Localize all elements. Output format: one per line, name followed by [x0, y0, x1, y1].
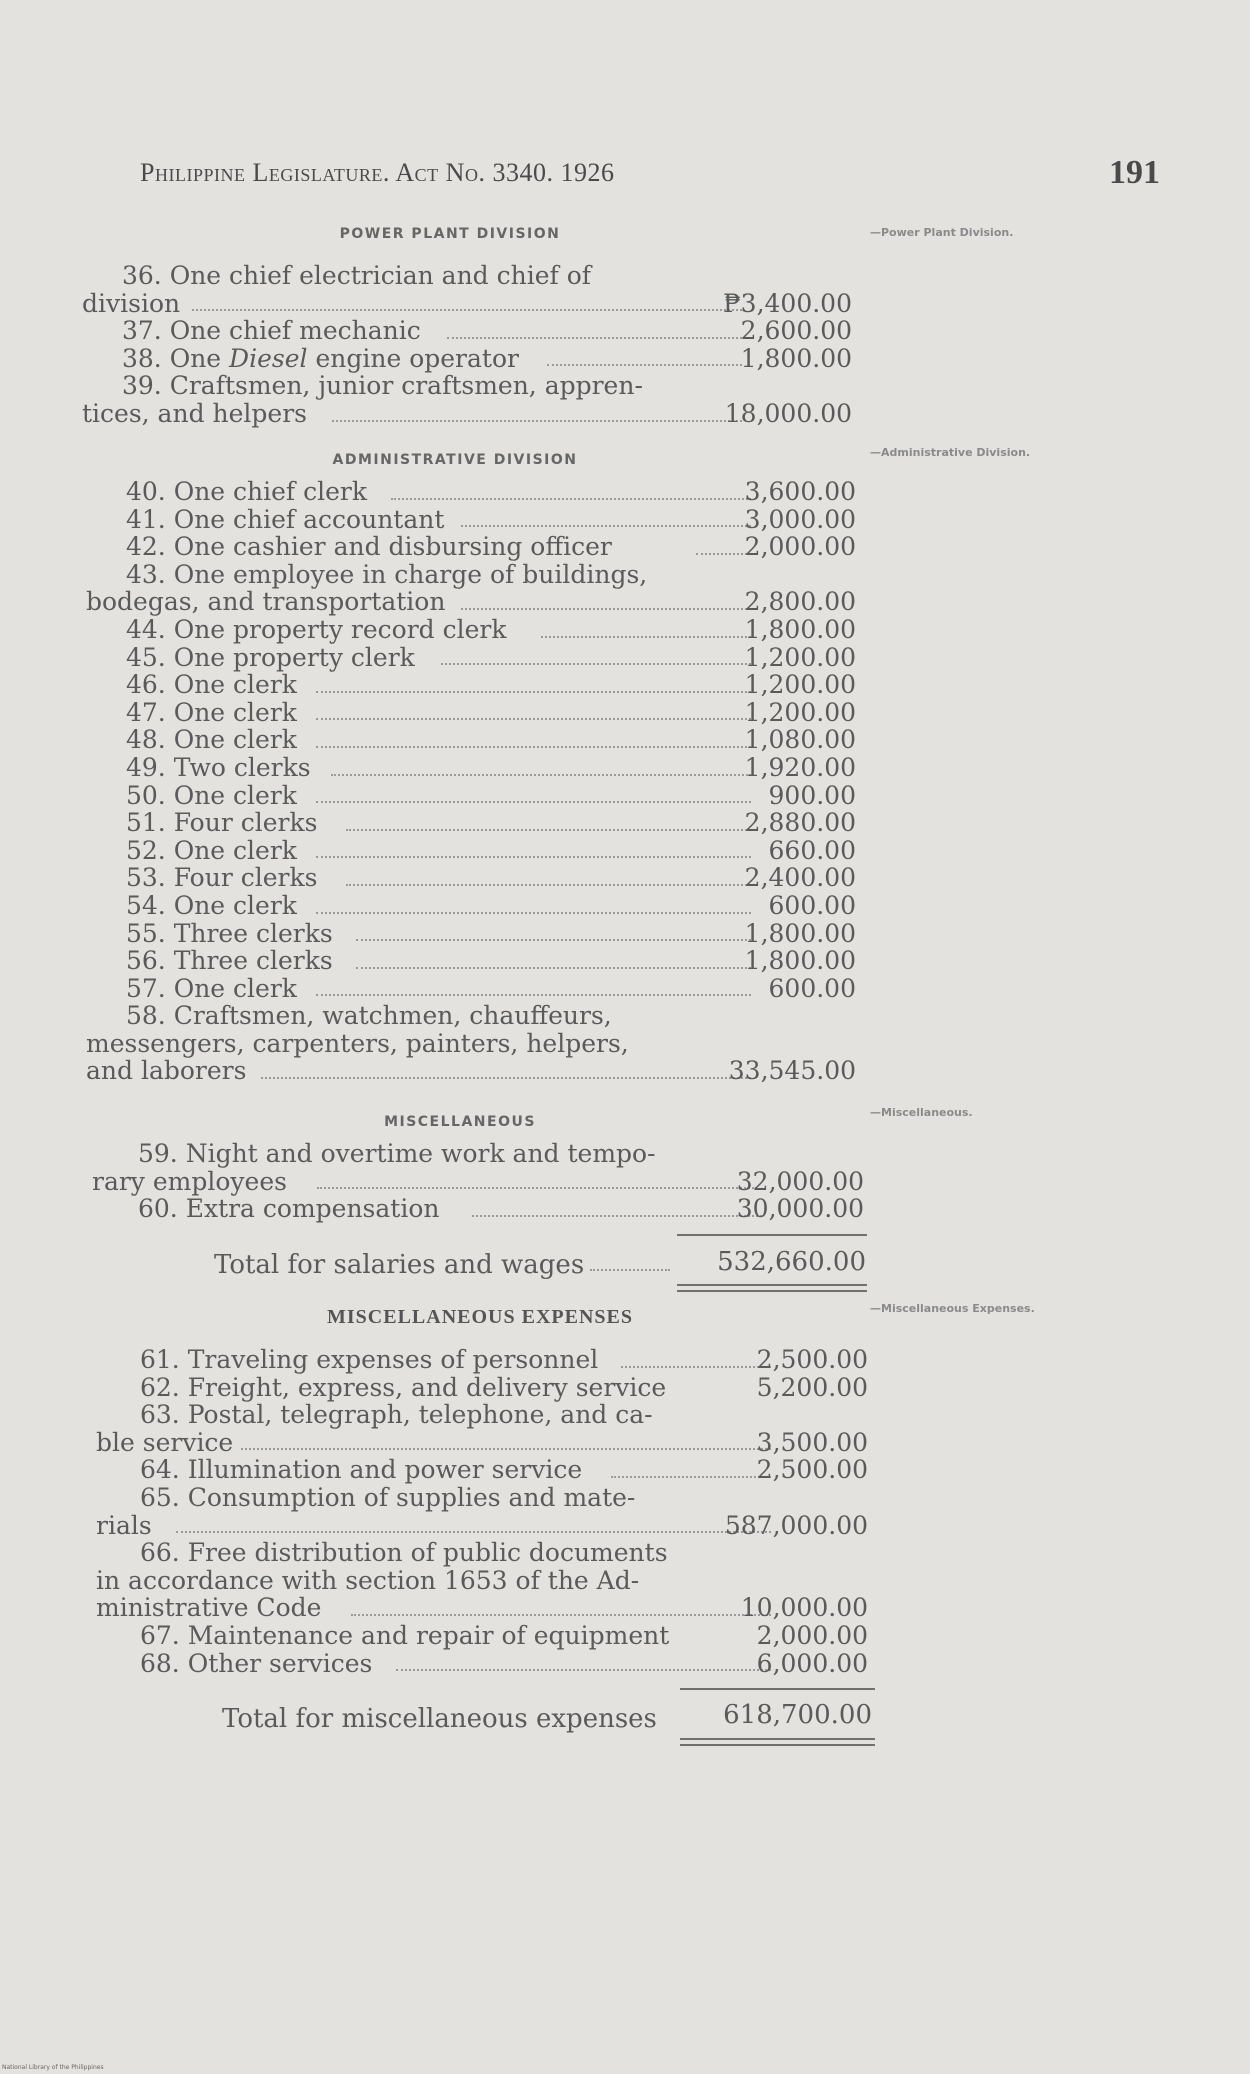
line-item: [82, 317, 862, 345]
line-item-text: rary employees: [92, 1166, 287, 1196]
line-item-text: bodegas, and transportation: [86, 587, 446, 617]
total-double-rule: [680, 1738, 875, 1746]
line-item: [92, 1168, 872, 1196]
line-item-text: 58. Craftsmen, watchmen, chauffeurs,: [126, 1001, 612, 1031]
line-item: [86, 506, 866, 534]
leader-dots: [316, 801, 751, 803]
leader-dots: [351, 1614, 771, 1616]
margin-note-misc-expenses: —Miscellaneous Expenses.: [870, 1302, 1035, 1315]
line-item-amount: 1,800.00: [744, 614, 856, 644]
line-item-amount: 1,800.00: [740, 343, 852, 373]
line-item-text: 46. One clerk: [126, 670, 297, 700]
line-item-text: 64. Illumination and power service: [140, 1455, 583, 1485]
leader-dots: [447, 337, 742, 339]
line-item-amount: 2,800.00: [744, 587, 856, 617]
page-header: [140, 154, 1160, 198]
line-item-amount: 1,200.00: [744, 697, 856, 727]
subtotal-rule: [680, 1688, 875, 1690]
line-item: [92, 1140, 872, 1168]
leader-dots: [396, 1669, 771, 1671]
line-item: [86, 533, 866, 561]
line-item: [86, 726, 866, 754]
leader-dots: [192, 309, 742, 311]
line-item-text: messengers, carpenters, painters, helpers,: [86, 1028, 629, 1058]
line-item-amount: 900.00: [768, 780, 856, 810]
line-item: [92, 1195, 872, 1223]
leader-dots: [331, 774, 751, 776]
line-item-amount: 1,200.00: [744, 670, 856, 700]
line-item-text: 41. One chief accountant: [126, 504, 445, 534]
line-item-amount: 2,400.00: [744, 863, 856, 893]
total-misc-expenses-amount: 618,700.00: [723, 1700, 872, 1730]
line-item: [82, 262, 862, 290]
line-item-amount: 1,200.00: [744, 642, 856, 672]
scan-credit: National Library of the Philippines: [2, 2064, 104, 2071]
line-item: [82, 372, 862, 400]
line-item-amount: 600.00: [768, 890, 856, 920]
section-title-miscellaneous: MISCELLANEOUS: [384, 1114, 536, 1130]
line-item: [86, 809, 866, 837]
leader-dots: [346, 829, 751, 831]
line-item-text: 66. Free distribution of public documents: [140, 1538, 668, 1568]
line-item: [86, 588, 866, 616]
line-item-amount: 18,000.00: [724, 398, 852, 428]
line-item-text: 37. One chief mechanic: [122, 316, 421, 346]
line-item-amount: 1,920.00: [744, 752, 856, 782]
subtotal-rule: [677, 1234, 867, 1236]
line-item: [86, 1057, 866, 1085]
line-item-text: 43. One employee in charge of buildings,: [126, 559, 648, 589]
line-item-amount: 5,200.00: [756, 1372, 868, 1402]
line-item-text: 55. Three clerks: [126, 918, 333, 948]
leader-dots: [316, 718, 751, 720]
leader-dots: [316, 912, 751, 914]
page-number: 191: [1109, 154, 1160, 191]
line-item-text: 36. One chief electrician and chief of: [122, 261, 592, 290]
line-item: [86, 782, 866, 810]
power-plant-lines: [82, 262, 862, 428]
line-item-text: 62. Freight, express, and delivery service: [140, 1372, 667, 1402]
line-item: [96, 1374, 876, 1402]
line-item: [96, 1512, 876, 1540]
line-item: [96, 1594, 876, 1622]
line-item-amount: 2,500.00: [756, 1455, 868, 1485]
line-item-text: 39. Craftsmen, junior craftsmen, appren-: [122, 371, 643, 401]
leader-dots: [317, 1187, 757, 1189]
line-item-text: 38. One Diesel engine operator: [122, 343, 519, 373]
leader-dots: [590, 1269, 670, 1271]
line-item: [82, 345, 862, 373]
line-item-text: 68. Other services: [140, 1648, 373, 1678]
line-item-text: and laborers: [86, 1056, 247, 1086]
line-item: [82, 400, 862, 428]
line-item-text: ministrative Code: [96, 1593, 322, 1623]
line-item-text: 56. Three clerks: [126, 946, 333, 976]
line-item-amount: 1,800.00: [744, 918, 856, 948]
line-item-text: 50. One clerk: [126, 780, 297, 810]
line-item-amount: 2,600.00: [740, 316, 852, 346]
line-item-text: 48. One clerk: [126, 725, 297, 755]
line-item: [96, 1484, 876, 1512]
line-item: [86, 920, 866, 948]
line-item-text: 42. One cashier and disbursing officer: [126, 532, 612, 562]
line-item-text: 53. Four clerks: [126, 863, 318, 893]
line-item-amount: 33,545.00: [728, 1056, 856, 1086]
line-item: [82, 290, 862, 318]
line-item-text: in accordance with section 1653 of the Ad-: [96, 1565, 640, 1595]
line-item-amount: 600.00: [768, 973, 856, 1003]
section-title-misc-expenses: MISCELLANEOUS EXPENSES: [327, 1306, 633, 1328]
line-item-amount: 32,000.00: [736, 1166, 864, 1196]
leader-dots: [316, 994, 751, 996]
line-item-text: rials: [96, 1510, 152, 1540]
line-item-amount: 10,000.00: [740, 1593, 868, 1623]
line-item-amount: 660.00: [768, 835, 856, 865]
leader-dots: [241, 1448, 771, 1450]
line-item: [86, 671, 866, 699]
line-item: [86, 478, 866, 506]
line-item-amount: 6,000.00: [756, 1648, 868, 1678]
leader-dots: [441, 663, 751, 665]
leader-dots: [316, 691, 751, 693]
line-item: [96, 1429, 876, 1457]
margin-note-miscellaneous: —Miscellaneous.: [870, 1106, 973, 1119]
line-item-text: 61. Traveling expenses of personnel: [140, 1345, 599, 1374]
total-salaries-label: Total for salaries and wages: [214, 1250, 585, 1280]
misc-expenses-lines: [96, 1346, 876, 1677]
line-item-text: 51. Four clerks: [126, 808, 318, 838]
line-item-text: 57. One clerk: [126, 973, 297, 1003]
line-item: [86, 837, 866, 865]
line-item: [96, 1456, 876, 1484]
line-item-text: 52. One clerk: [126, 835, 297, 865]
line-item-text: 40. One chief clerk: [126, 477, 368, 506]
line-item-amount: 1,080.00: [744, 725, 856, 755]
miscellaneous-lines: [92, 1140, 872, 1223]
line-item-amount: 2,000.00: [756, 1620, 868, 1650]
line-item-text: 47. One clerk: [126, 697, 297, 727]
line-item-text: 67. Maintenance and repair of equipment: [140, 1620, 670, 1650]
leader-dots: [356, 939, 751, 941]
line-item-amount: 3,500.00: [756, 1427, 868, 1457]
margin-note-administrative: —Administrative Division.: [870, 446, 1031, 459]
leader-dots: [346, 884, 751, 886]
line-item: [96, 1539, 876, 1567]
line-item: [86, 975, 866, 1003]
line-item-text: 45. One property clerk: [126, 642, 415, 672]
line-item-text: 65. Consumption of supplies and mate-: [140, 1482, 636, 1512]
line-item-text: tices, and helpers: [82, 398, 307, 428]
line-item-text: 49. Two clerks: [126, 752, 311, 782]
line-item-amount: 3,000.00: [744, 504, 856, 534]
line-item-text: 54. One clerk: [126, 890, 297, 920]
line-item-text: 60. Extra compensation: [138, 1194, 440, 1224]
line-item: [96, 1650, 876, 1678]
line-item-amount: 30,000.00: [736, 1194, 864, 1224]
line-item-amount: 1,800.00: [744, 946, 856, 976]
line-item: [96, 1567, 876, 1595]
section-title-administrative: ADMINISTRATIVE DIVISION: [332, 452, 578, 468]
line-item-text: 44. One property record clerk: [126, 614, 507, 644]
line-item: [86, 947, 866, 975]
leader-dots: [356, 967, 751, 969]
margin-note-power-plant: —Power Plant Division.: [870, 226, 1014, 239]
line-item: [86, 1002, 866, 1030]
line-item: [96, 1622, 876, 1650]
line-item-amount: 2,880.00: [744, 808, 856, 838]
line-item-amount: 587,000.00: [724, 1510, 868, 1540]
leader-dots: [391, 498, 751, 500]
leader-dots: [176, 1531, 771, 1533]
line-item: [96, 1346, 876, 1374]
line-item: [86, 864, 866, 892]
line-item: [86, 561, 866, 589]
line-item-text: division: [82, 288, 181, 318]
line-item: [86, 699, 866, 727]
line-item-amount: 2,000.00: [744, 532, 856, 562]
leader-dots: [332, 420, 742, 422]
total-salaries-amount: 532,660.00: [717, 1247, 866, 1277]
leader-dots: [261, 1077, 751, 1079]
leader-dots: [316, 746, 751, 748]
line-item: [86, 644, 866, 672]
line-item: [86, 754, 866, 782]
section-title-power-plant: POWER PLANT DIVISION: [339, 226, 561, 242]
line-item: [86, 1030, 866, 1058]
line-item-amount: 3,600.00: [744, 477, 856, 506]
line-item: [86, 616, 866, 644]
administrative-lines: [86, 478, 866, 1085]
line-item-amount: 2,500.00: [756, 1345, 868, 1374]
running-title: Philippine Legislature. Act No. 3340. 1926: [140, 158, 615, 187]
line-item: [96, 1401, 876, 1429]
line-item-text: 63. Postal, telegraph, telephone, and ca-: [140, 1400, 653, 1430]
line-item: [86, 892, 866, 920]
total-misc-expenses-label: Total for miscellaneous expenses: [222, 1704, 657, 1734]
line-item-amount: ₱3,400.00: [723, 288, 852, 318]
total-double-rule: [677, 1284, 867, 1292]
leader-dots: [316, 856, 751, 858]
line-item-text: 59. Night and overtime work and tempo-: [138, 1139, 656, 1168]
line-item-text: ble service: [96, 1427, 234, 1457]
